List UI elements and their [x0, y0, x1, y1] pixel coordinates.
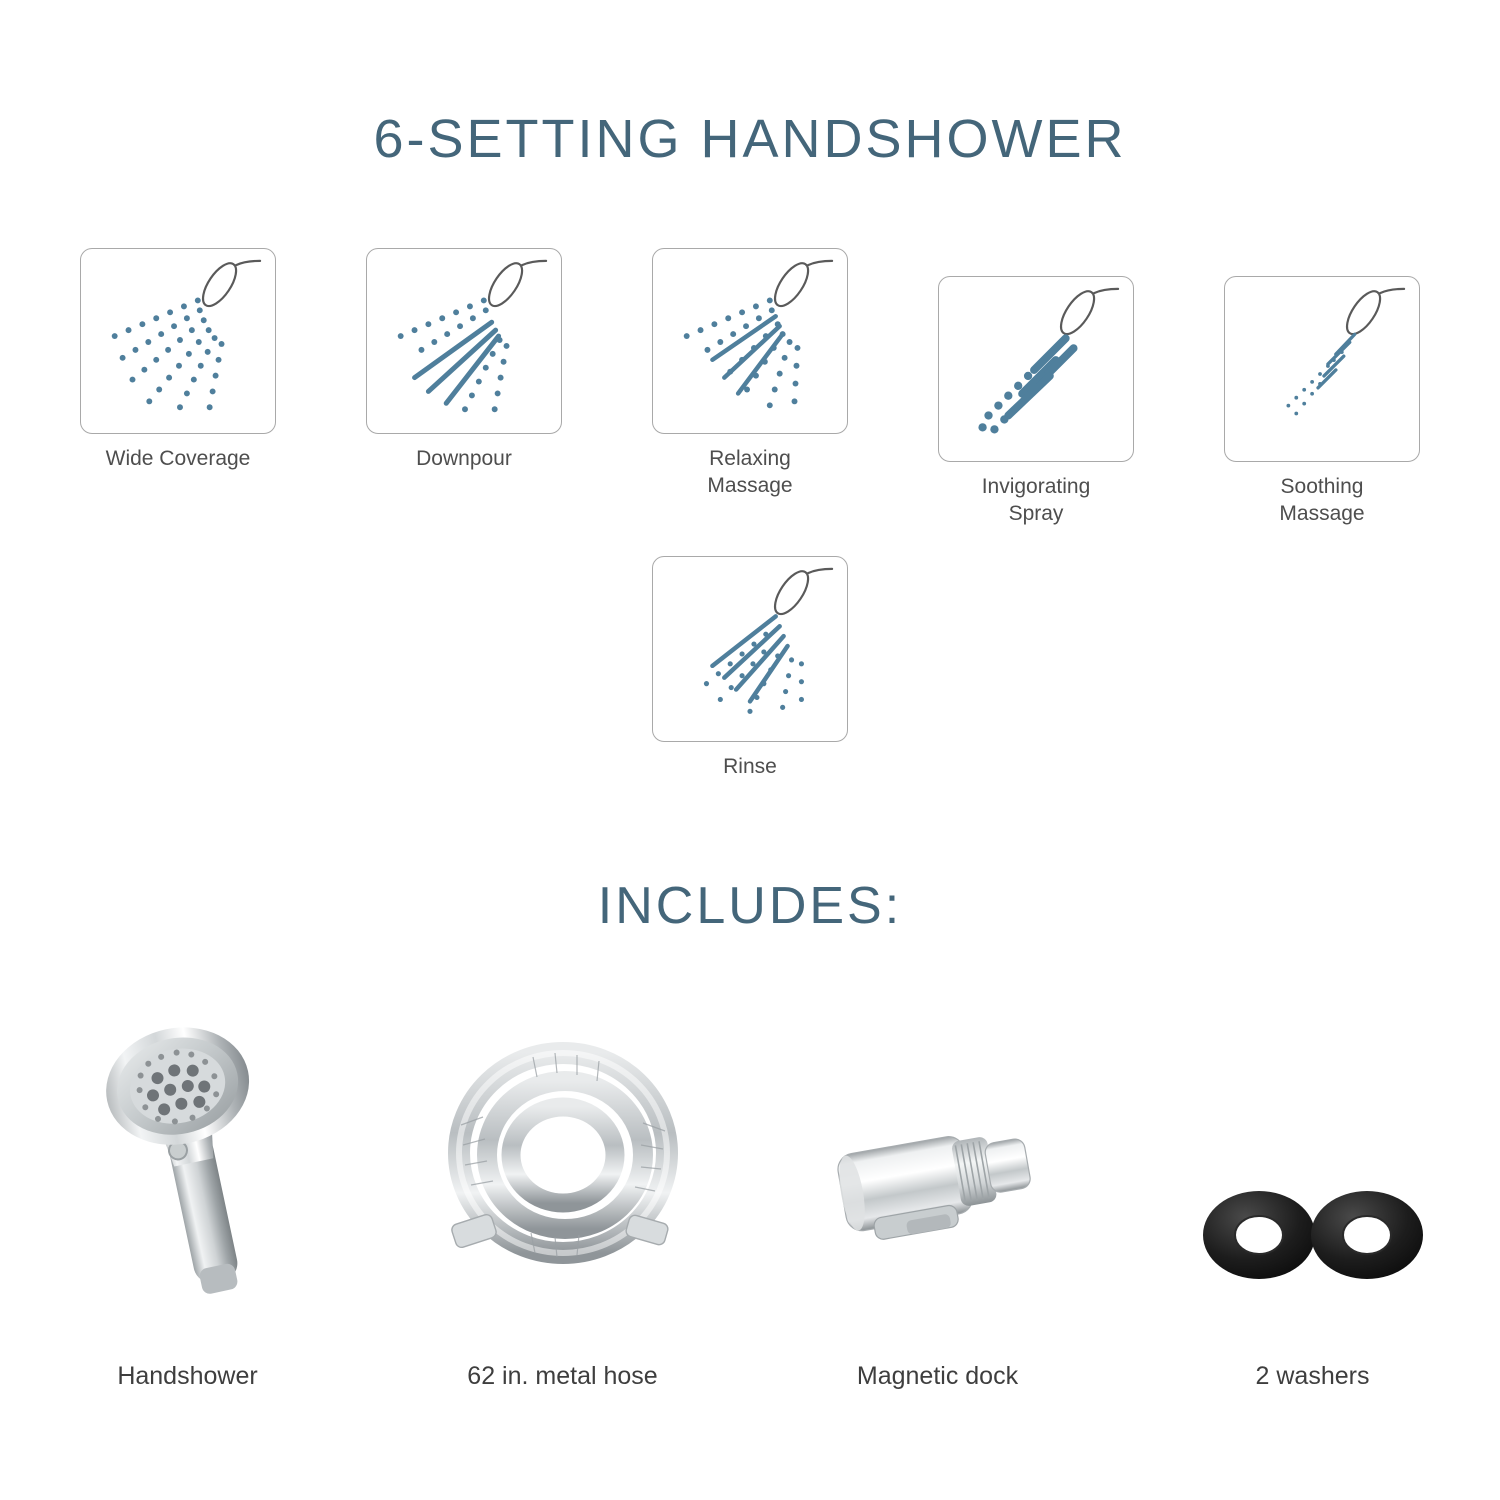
setting-label-line2: Spray — [1008, 501, 1064, 525]
setting-label: Downpour — [416, 447, 512, 470]
setting-label — [1279, 474, 1364, 528]
setting-label — [982, 474, 1091, 528]
setting-label-line1: Relaxing — [709, 447, 791, 470]
include-item-handshower[interactable] — [18, 985, 358, 1392]
showerhead-rinse-icon — [653, 557, 847, 741]
rinse-tile — [652, 556, 848, 742]
setting-label-line1: Invigorating — [981, 475, 1091, 498]
includes-title: INCLUDES: — [597, 877, 903, 935]
include-label: Handshower — [117, 1362, 258, 1390]
setting-downpour[interactable] — [321, 248, 607, 528]
downpour-tile — [366, 248, 562, 434]
setting-label-line1: Soothing — [1280, 475, 1364, 498]
hose-art — [413, 985, 713, 1305]
washers-art — [1183, 985, 1443, 1305]
setting-invigorating-spray[interactable] — [893, 276, 1179, 528]
setting-label: Wide Coverage — [105, 447, 251, 470]
include-label: Magnetic dock — [856, 1362, 1019, 1390]
showerhead-downpour-icon — [367, 249, 561, 433]
setting-label-line2: Massage — [1279, 501, 1365, 525]
include-item-washers[interactable] — [1143, 985, 1483, 1392]
showerhead-relaxing-massage-icon — [653, 249, 847, 433]
soothing-massage-tile — [1224, 276, 1420, 462]
invigorating-spray-tile — [938, 276, 1134, 462]
page-title: 6-SETTING HANDSHOWER — [373, 109, 1127, 169]
include-item-hose[interactable] — [393, 985, 733, 1392]
includes-row — [0, 985, 1500, 1392]
wide-coverage-tile — [80, 248, 276, 434]
setting-relaxing-massage[interactable] — [607, 248, 893, 528]
showerhead-invigorating-spray-icon — [939, 277, 1133, 461]
setting-wide-coverage[interactable] — [35, 248, 321, 528]
showerhead-wide-coverage-icon — [81, 249, 275, 433]
include-label: 62 in. metal hose — [467, 1362, 658, 1390]
include-label: 2 washers — [1255, 1362, 1370, 1390]
setting-rinse[interactable] — [607, 556, 893, 781]
dock-art — [808, 985, 1068, 1305]
setting-soothing-massage[interactable] — [1179, 276, 1465, 528]
relaxing-massage-tile — [652, 248, 848, 434]
setting-label — [707, 446, 792, 500]
spray-settings-grid — [0, 248, 1500, 781]
include-item-dock[interactable] — [768, 985, 1108, 1392]
showerhead-soothing-massage-icon — [1225, 277, 1419, 461]
metal-hose-photo — [413, 1005, 713, 1305]
washers-photo — [1183, 1165, 1443, 1305]
handshower-photo — [58, 985, 318, 1305]
setting-label-line2: Massage — [707, 473, 793, 497]
magnetic-dock-photo — [808, 1065, 1068, 1305]
setting-label: Rinse — [723, 754, 777, 778]
handshower-art — [58, 985, 318, 1305]
